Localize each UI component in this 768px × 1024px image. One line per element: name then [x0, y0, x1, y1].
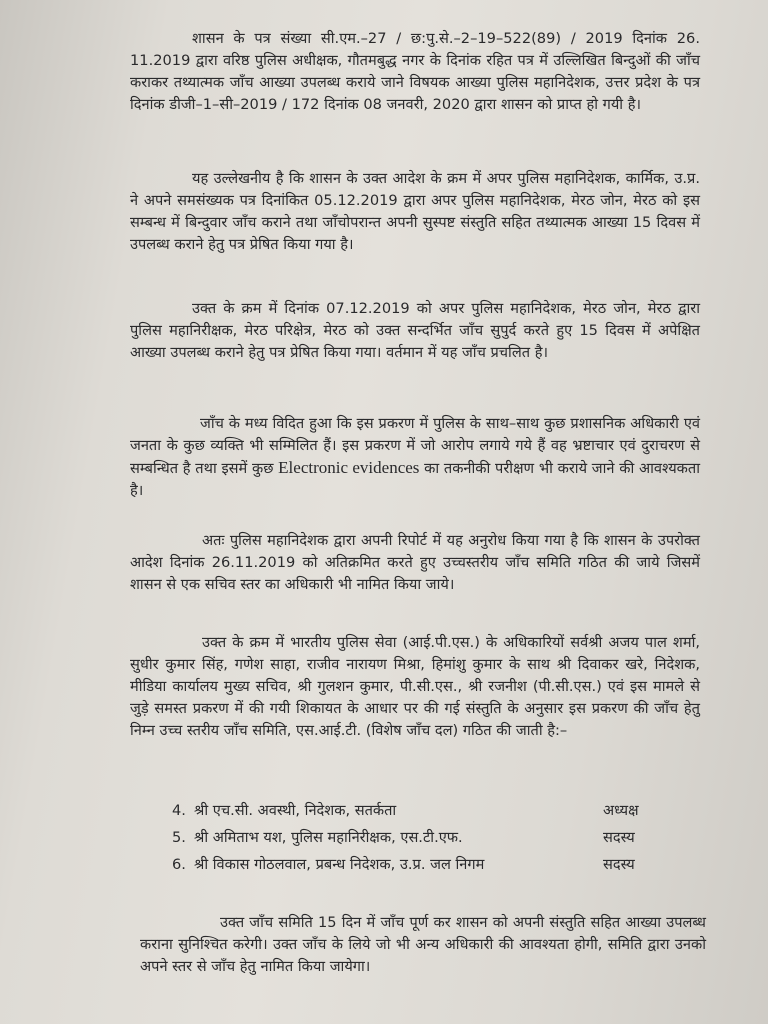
member-number: 6.	[172, 856, 186, 873]
member-name: श्री एच.सी. अवस्थी, निदेशक, सतर्कता	[194, 802, 397, 819]
paragraph-adg-personnel-letter: यह उल्लेखनीय है कि शासन के उक्त आदेश के क्रम में अपर पुलिस महानिदेशक, कार्मिक, उ.प्र. ने अपने समसंख्यक पत्र दिनांकित 05.12.2019 द्वारा अपर पुलिस महानिदेशक, मेरठ जोन, मेरठ को इस सम्बन्ध में बिन्दुवार जाँच कराने तथा जाँचोपरान्त अपनी सुस्पष्ट संस्तुति सहित तथ्यात्मक आख्या 15 दिवस में उपलब्ध कराने हेतु पत्र प्रेषित किया गया है।	[130, 170, 700, 253]
list-item	[172, 800, 672, 827]
paragraph-findings-text: जाँच के मध्य विदित हुआ कि इस प्रकरण में पुलिस के साथ–साथ कुछ प्रशासनिक अधिकारी एवं जनता के कुछ व्यक्ति भी सम्मिलित हैं। इस प्रकरण में जो आरोप लगाये गये हैं वह भ्रष्टाचार एवं दुराचरण से सम्बन्धित है तथा इसमें कुछ	[130, 415, 700, 477]
paragraph-closing-instruction: उक्त जाँच समिति 15 दिन में जाँच पूर्ण कर शासन को अपनी संस्तुति सहित आख्या उपलब्ध कराना सुनिश्चित करेगी। उक्त जाँच के लिये जो भी अन्य अधिकारी की आवश्यता होगी, समिति द्वारा उनको अपने स्तर से जाँच हेतु नामित किया जायेगा।	[140, 914, 706, 975]
paragraph-dgp-request: अतः पुलिस महानिदेशक द्वारा अपनी रिपोर्ट में यह अनुरोध किया गया है कि शासन के उपरोक्त आदेश दिनांक 26.11.2019 को अतिक्रमित करते हुए उच्चस्तरीय जाँच समिति गठित की जाये जिसमें शासन से एक सचिव स्तर का अधिकारी भी नामित किया जाये।	[130, 532, 700, 593]
member-role: सदस्य	[603, 829, 635, 846]
list-item	[172, 854, 672, 881]
member-name: श्री विकास गोठलवाल, प्रबन्ध निदेशक, उ.प्र. जल निगम	[194, 856, 485, 873]
paragraph-sit-constitution: उक्त के क्रम में भारतीय पुलिस सेवा (आई.पी.एस.) के अधिकारियों सर्वश्री अजय पाल शर्मा, सुधीर कुमार सिंह, गणेश साहा, राजीव नारायण मिश्रा, हिमांशु कुमार के साथ श्री दिवाकर खरे, निदेशक, मीडिया कार्यालय मुख्य सचिव, श्री गुलशन कुमार, पी.सी.एस., श्री रजनीश (पी.सी.एस.) एवं इस मामले से जुड़े समस्त प्रकरण में की गयी शिकायत के आधार पर की गई संस्तुति के अनुसार इस प्रकरण की जाँच हेतु निम्न उच्च स्तरीय जाँच समिति, एस.आई.टी. (विशेष जाँच दल) गठित की जाती है:–	[130, 634, 700, 739]
member-name: श्री अमिताभ यश, पुलिस महानिरीक्षक, एस.टी.एफ.	[194, 829, 463, 846]
member-number: 5.	[172, 829, 186, 846]
member-number: 4.	[172, 802, 186, 819]
member-role: सदस्य	[603, 856, 635, 873]
paragraph-government-letter: शासन के पत्र संख्या सी.एम.–27 / छ:पु.से.–2–19–522(89) / 2019 दिनांक 26. 11.2019 द्वारा वरिष्ठ पुलिस अधीक्षक, गौतमबुद्ध नगर के दिनांक रहित पत्र में उल्लिखित बिन्दुओं की जाँच कराकर तथ्यात्मक जाँच आख्या उपलब्ध कराये जाने विषयक आख्या पुलिस महानिदेशक, उत्तर प्रदेश के पत्र दिनांक डीजी–1–सी–2019 / 172 दिनांक 08 जनवरी, 2020 द्वारा शासन को प्राप्त हो गयी है।	[130, 30, 700, 113]
member-role: अध्यक्ष	[603, 802, 639, 819]
paragraph-investigation-findings	[130, 413, 700, 502]
paragraph-meerut-zone-investigation: उक्त के क्रम में दिनांक 07.12.2019 को अपर पुलिस महानिदेशक, मेरठ जोन, मेरठ द्वारा पुलिस महानिरीक्षक, मेरठ परिक्षेत्र, मेरठ को उक्त सन्दर्भित जाँच सुपुर्द करते हुए 15 दिवस में अपेक्षित आख्या उपलब्ध कराने हेतु पत्र प्रेषित किया गया। वर्तमान में यह जाँच प्रचलित है।	[130, 300, 700, 361]
list-item	[172, 827, 672, 854]
electronic-evidences-text: Electronic evidences	[278, 458, 420, 477]
sit-member-list	[172, 800, 672, 881]
paragraph-findings-tail: का तकनीकी परीक्षण भी कराये जाने की आवश्यकता है।	[130, 460, 700, 499]
